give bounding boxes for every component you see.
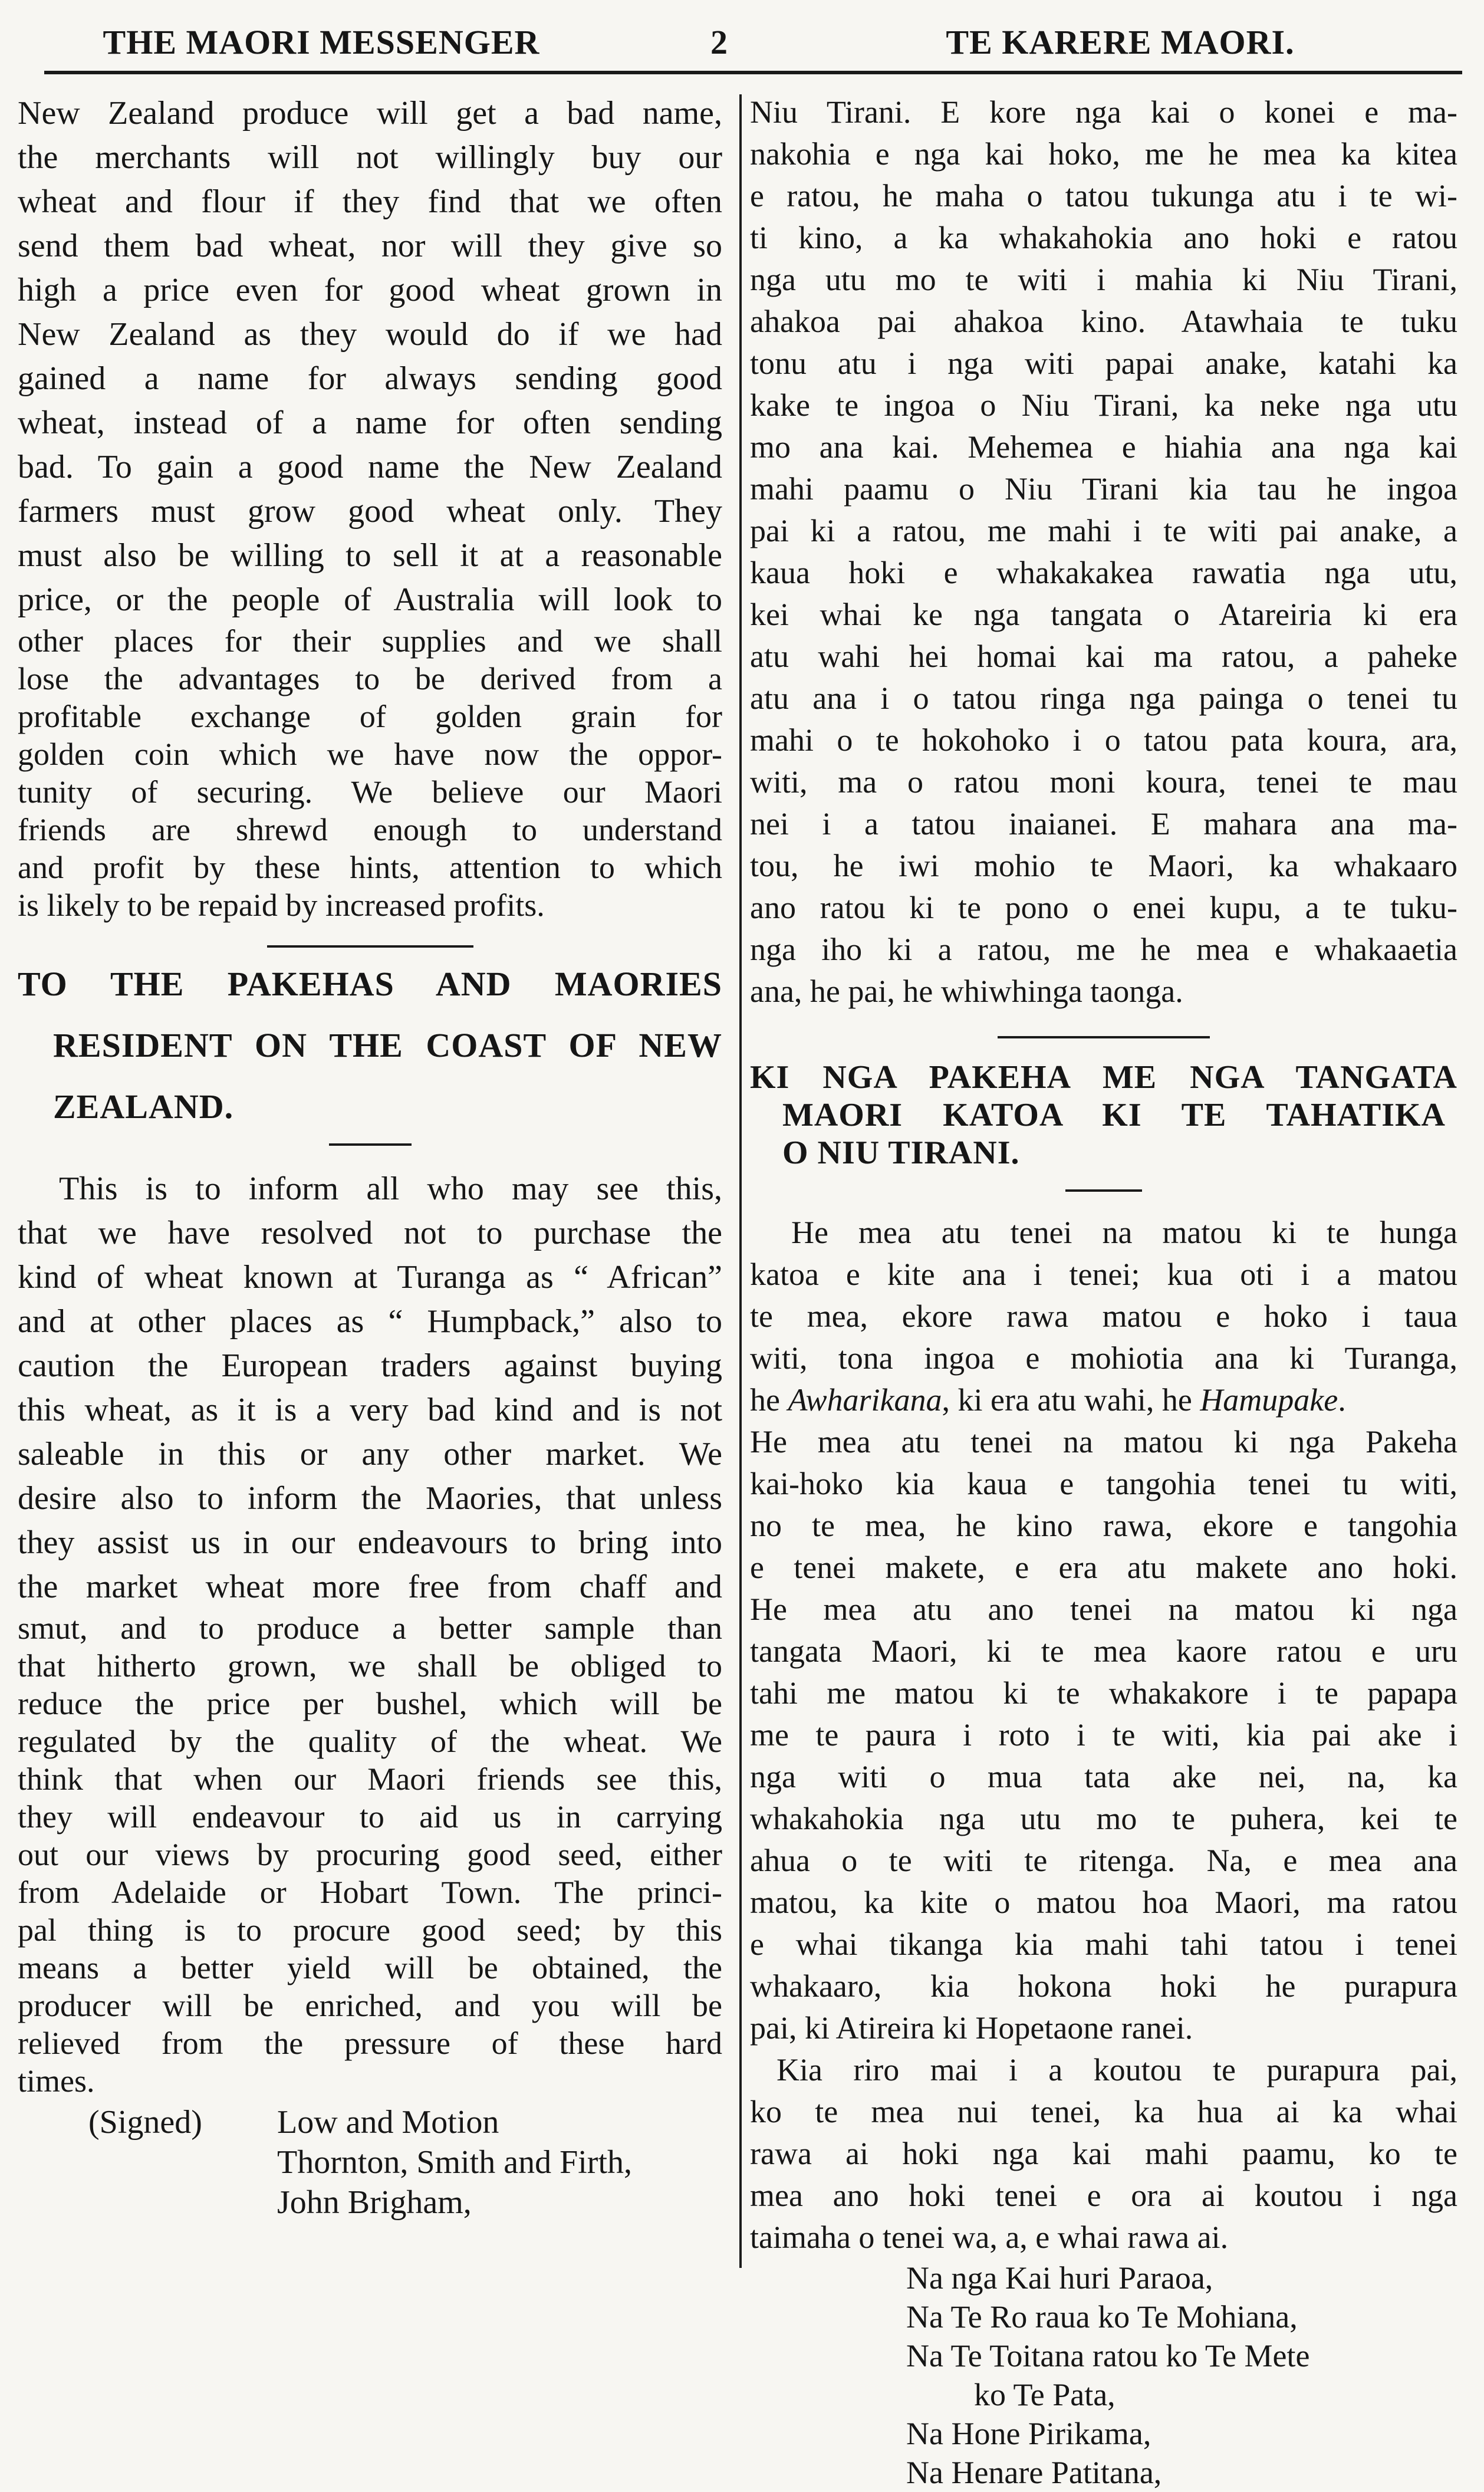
heading-line: RESIDENT ON THE COAST OF NEW — [53, 1026, 722, 1064]
text-line: tangata Maori, ki te mea kaore ratou e uru — [750, 1633, 1457, 1669]
masthead-rule — [44, 71, 1462, 74]
text-line: pai ki a ratou, me mahi i te witi pai anake, a — [750, 513, 1457, 548]
text-line: they will endeavour to aid us in carrying — [18, 1799, 722, 1835]
heading-rule — [1065, 1189, 1142, 1192]
text-line: relieved from the pressure of these hard — [18, 2026, 722, 2061]
text-line: He mea atu ano tenei na matou ki nga — [750, 1592, 1457, 1627]
masthead-english-title: THE MAORI MESSENGER — [103, 23, 540, 61]
masthead-maori-title: TE KARERE MAORI. — [946, 23, 1295, 61]
signatory-line: Low and Motion — [277, 2104, 499, 2141]
text-line: rawa ai hoki nga kai mahi paamu, ko te — [750, 2136, 1457, 2171]
heading-line: ZEALAND. — [53, 1087, 234, 1126]
heading-line: MAORI KATOA KI TE TAHATIKA — [782, 1097, 1446, 1133]
text-line: the merchants will not willingly buy our — [18, 139, 722, 176]
text-line: is likely to be repaid by increased profits. — [18, 887, 545, 923]
text-line: bad. To gain a good name the New Zealand — [18, 449, 722, 485]
text-line: send them bad wheat, nor will they give so — [18, 228, 722, 264]
text-line: nakohia e nga kai hoko, me he mea ka kitea — [750, 136, 1457, 172]
text-run: , ki era atu wahi, he — [942, 1382, 1200, 1418]
signatory-line: Na Te Toitana ratou ko Te Mete — [906, 2338, 1310, 2373]
text-run: he — [750, 1382, 788, 1418]
text-line: that hitherto grown, we shall be obliged to — [18, 1648, 722, 1684]
text-line: atu wahi hei homai kai ma ratou, a paheke — [750, 639, 1457, 674]
text-line: other places for their supplies and we shall — [18, 623, 722, 659]
text-line: tou, he iwi mohio te Maori, ka whakaaro — [750, 848, 1457, 883]
text-line: e whai tikanga kia mahi tahi tatou i tenei — [750, 1926, 1457, 1962]
text-line: New Zealand produce will get a bad name, — [18, 95, 722, 131]
text-line: gained a name for always sending good — [18, 360, 722, 397]
signatory-line: ko Te Pata, — [974, 2377, 1116, 2412]
text-line: katoa e kite ana i tenei; kua oti i a matou — [750, 1257, 1457, 1292]
text-line: He mea atu tenei na matou ki te hunga — [791, 1215, 1457, 1250]
text-line: reduce the price per bushel, which will be — [18, 1686, 722, 1721]
text-line: kai-hoko kia kaua e tangohia tenei tu witi, — [750, 1466, 1457, 1501]
text-run: . — [1338, 1382, 1346, 1418]
maori-signatories — [750, 2258, 1457, 2492]
text-line: nga witi o mua tata ake nei, na, ka — [750, 1759, 1457, 1794]
text-line: friends are shrewd enough to understand — [18, 812, 722, 847]
heading-rule — [329, 1143, 412, 1146]
text-line: think that when our Maori friends see this, — [18, 1761, 722, 1797]
text-line: wheat, instead of a name for often sending — [18, 405, 722, 441]
text-line: kei whai ke nga tangata o Atareiria ki era — [750, 597, 1457, 632]
text-line: lose the advantages to be derived from a — [18, 661, 722, 696]
english-signatories — [18, 2102, 722, 2223]
text-line: profitable exchange of golden grain for — [18, 699, 722, 734]
text-line: tonu atu i nga witi papai anake, katahi ka — [750, 346, 1457, 381]
text-line: caution the European traders against buying — [18, 1347, 722, 1384]
wheat-name-hamupake: Hamupake — [1200, 1382, 1338, 1418]
text-line: must also be willing to sell it at a reasonable — [18, 537, 722, 574]
english-column — [18, 91, 722, 2223]
text-line: golden coin which we have now the oppor- — [18, 737, 722, 772]
page-number: 2 — [710, 23, 728, 61]
text-line: from Adelaide or Hobart Town. The princi- — [18, 1875, 722, 1910]
text-line: ana, he pai, he whiwhinga taonga. — [750, 974, 1183, 1009]
text-line: e tenei makete, e era atu makete ano hoki. — [750, 1550, 1457, 1585]
text-line: producer will be enriched, and you will be — [18, 1988, 722, 2023]
text-line: nga utu mo te witi i mahia ki Niu Tirani, — [750, 262, 1457, 297]
maori-notice-heading — [750, 1058, 1457, 1172]
text-line: high a price even for good wheat grown in — [18, 272, 722, 308]
text-line: ko te mea nui tenei, ka hua ai ka whai — [750, 2094, 1457, 2129]
text-line: Kia riro mai i a koutou te purapura pai, — [776, 2052, 1457, 2087]
text-line: regulated by the quality of the wheat. We — [18, 1724, 722, 1759]
text-line: no te mea, he kino rawa, ekore e tangohia — [750, 1508, 1457, 1543]
heading-line: TO THE PAKEHAS AND MAORIES — [18, 965, 722, 1003]
text-line: witi, ma o ratou moni koura, tenei te mau — [750, 764, 1457, 800]
text-line: whakahokia nga utu mo te puhera, kei te — [750, 1801, 1457, 1836]
signatory-line: Na Henare Patitana, — [906, 2455, 1162, 2490]
maori-intro-paragraph — [750, 91, 1457, 1012]
text-line: mahi paamu o Niu Tirani kia tau he ingoa — [750, 471, 1457, 507]
text-line: matou, ka kite o matou hoa Maori, ma ratou — [750, 1885, 1457, 1920]
text-line: witi, tona ingoa e mohiotia ana ki Turanga, — [750, 1340, 1457, 1376]
text-line: pai, ki Atireira ki Hopetaone ranei. — [750, 2010, 1193, 2046]
english-notice-heading — [18, 954, 722, 1137]
text-line: New Zealand as they would do if we had — [18, 316, 722, 353]
text-line: nei i a tatou inaianei. E mahara ana ma- — [750, 806, 1457, 841]
text-line: saleable in this or any other market. We — [18, 1436, 722, 1472]
text-line: me te paura i roto i te witi, kia pai ake i — [750, 1717, 1457, 1753]
text-line: He mea atu tenei na matou ki nga Pakeha — [750, 1424, 1457, 1459]
text-line: Niu Tirani. E kore nga kai o konei e ma- — [750, 94, 1457, 130]
signatory-line: Na nga Kai huri Paraoa, — [906, 2260, 1213, 2296]
text-line: smut, and to produce a better sample than — [18, 1610, 722, 1646]
column-divider — [739, 94, 742, 2268]
text-line: ano ratou ki te pono o enei kupu, a te tuku- — [750, 890, 1457, 925]
signed-label: (Signed) — [88, 2104, 202, 2141]
signatory-line: Na Te Ro raua ko Te Mohiana, — [906, 2299, 1298, 2335]
signatory-line: John Brigham, — [277, 2184, 472, 2221]
text-line: means a better yield will be obtained, the — [18, 1950, 722, 1985]
text-line: pal thing is to procure good seed; by this — [18, 1912, 722, 1948]
section-rule — [267, 945, 473, 948]
maori-notice-paragraph — [750, 1212, 1457, 2258]
text-line: kind of wheat known at Turanga as “ African” — [18, 1259, 722, 1296]
text-line: they assist us in our endeavours to bring into — [18, 1524, 722, 1561]
text-line: This is to inform all who may see this, — [59, 1171, 722, 1207]
text-line: times. — [18, 2063, 95, 2099]
maori-column — [750, 91, 1457, 2492]
section-rule — [998, 1036, 1210, 1038]
text-line: farmers must grow good wheat only. They — [18, 493, 722, 530]
text-line: and profit by these hints, attention to which — [18, 850, 722, 885]
text-line: wheat and flour if they find that we often — [18, 183, 722, 220]
text-line: mea ano hoki tenei e ora ai koutou i nga — [750, 2178, 1457, 2213]
heading-line: O NIU TIRANI. — [782, 1135, 1020, 1171]
text-line: te mea, ekore rawa matou e hoko i taua — [750, 1298, 1457, 1334]
english-intro-paragraph — [18, 91, 722, 924]
text-line: ti kino, a ka whakahokia ano hoki e ratou — [750, 220, 1457, 255]
text-line: out our views by procuring good seed, either — [18, 1837, 722, 1872]
text-line: mo ana kai. Mehemea e hiahia ana nga kai — [750, 429, 1457, 465]
wheat-name-awharikana: Awharikana — [788, 1382, 942, 1418]
text-line: the market wheat more free from chaff and — [18, 1569, 722, 1605]
signatory-line: Na Hone Pirikama, — [906, 2416, 1151, 2451]
english-notice-paragraph — [18, 1167, 722, 2100]
text-line: ahua o te witi te ritenga. Na, e mea ana — [750, 1843, 1457, 1878]
text-line: taimaha o tenei wa, a, e whai rawa ai. — [750, 2220, 1229, 2255]
text-line: nga iho ki a ratou, me he mea e whakaaetia — [750, 932, 1457, 967]
text-line: desire also to inform the Maories, that unless — [18, 1480, 722, 1517]
text-line: mahi o te hokohoko i o tatou pata koura, ara, — [750, 722, 1457, 758]
text-line: atu ana i o tatou ringa nga painga o tenei tu — [750, 680, 1457, 716]
text-line: whakaaro, kia hokona hoki he purapura — [750, 1968, 1457, 2004]
text-line-with-italic-names — [750, 1379, 1457, 1421]
text-line: tunity of securing. We believe our Maori — [18, 774, 722, 810]
text-line: ahakoa pai ahakoa kino. Atawhaia te tuku — [750, 304, 1457, 339]
text-line: e ratou, he maha o tatou tukunga atu i te wi- — [750, 178, 1457, 213]
signatory-line: Thornton, Smith and Firth, — [277, 2144, 632, 2181]
text-line: and at other places as “ Humpback,” also to — [18, 1303, 722, 1340]
text-line: that we have resolved not to purchase the — [18, 1215, 722, 1251]
heading-line: KI NGA PAKEHA ME NGA TANGATA — [750, 1059, 1457, 1096]
masthead — [0, 0, 1484, 77]
text-line: this wheat, as it is a very bad kind and is not — [18, 1392, 722, 1428]
text-line: kake te ingoa o Niu Tirani, ka neke nga utu — [750, 387, 1457, 423]
text-line: tahi me matou ki te whakakore i te papapa — [750, 1675, 1457, 1711]
text-line: price, or the people of Australia will look to — [18, 581, 722, 618]
text-line: kaua hoki e whakakakea rawatia nga utu, — [750, 555, 1457, 590]
